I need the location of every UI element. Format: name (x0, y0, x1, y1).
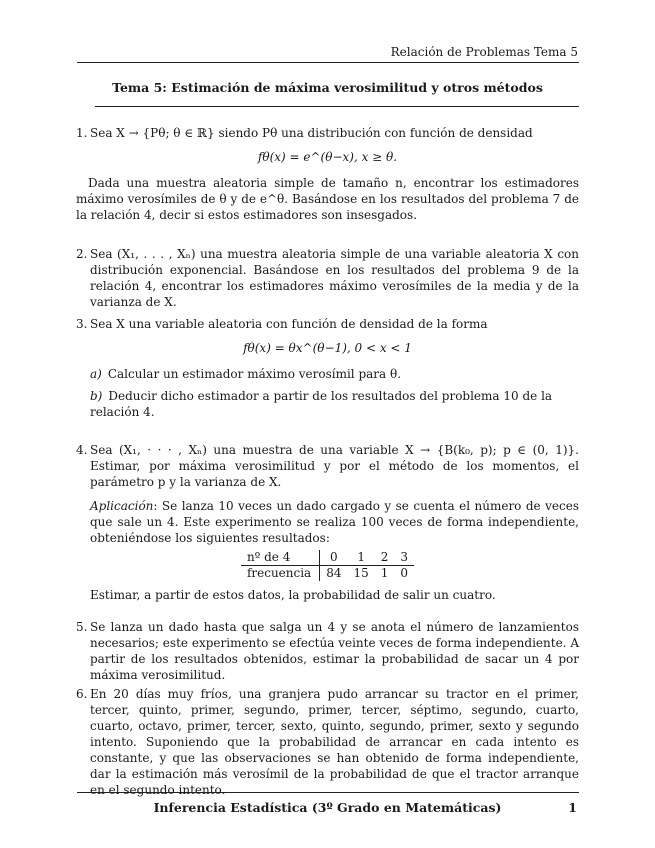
problem-equation: fθ(x) = e^(θ−x), x ≥ θ. (257, 150, 398, 164)
table-cell: 1 (348, 550, 375, 566)
table-cell: 0 (320, 550, 348, 566)
table-row (241, 566, 414, 582)
problem-text: Sea (X₁, · · · , Xₙ) una muestra de una variable X → {B(k₀, p); p ∈ (0, 1)}. Estimar, por máxima verosimilitud y por el método de los momentos, el parámetro p y la varianza de X. (90, 443, 579, 489)
problem-number: 4. (76, 443, 88, 457)
application-text: : Se lanza 10 veces un dado cargado y se cuenta el número de veces que sale un 4. Este experimento se realiza 100 veces de forma independiente, obteniéndose los siguientes resultados: (90, 499, 579, 545)
problem-number: 6. (76, 687, 88, 701)
problem-text: Sea X una variable aleatoria con función de densidad de la forma (90, 317, 488, 331)
problem-3 (76, 316, 579, 420)
header-rule (77, 62, 579, 63)
frequency-table (241, 550, 414, 581)
subitem-label: a) (90, 367, 102, 381)
problem-equation: fθ(x) = θx^(θ−1), 0 < x < 1 (243, 341, 412, 355)
application-label: Aplicación (90, 499, 154, 513)
subitem-b (90, 388, 579, 420)
table-row-label: frecuencia (241, 566, 320, 582)
page-title: Tema 5: Estimación de máxima verosimilitud y otros métodos (112, 80, 543, 95)
problem-text: En 20 días muy fríos, una granjera pudo arrancar su tractor en el primer, tercer, quinto, primer, segundo, primer, tercer, séptimo, segundo, cuarto, cuarto, octavo, primer, tercer, sexto, quinto, segundo, primer, sexto y segundo intento. Suponiendo que la probabilidad de arrancar en cada intento es constante, y que las observaciones se han obtenido de forma independiente, dar la estimación más verosímil de la probabilidad de que el tractor arranque en el segundo intento. (90, 687, 579, 797)
problem-number: 5. (76, 620, 88, 634)
table-cell: 3 (394, 550, 414, 566)
problem-4 (76, 442, 579, 603)
problem-number: 3. (76, 317, 88, 331)
table-cell: 0 (400, 566, 409, 580)
table-cell: 1 (380, 566, 389, 580)
table-cell: 15 (353, 566, 369, 580)
page-number: 1 (568, 800, 577, 815)
table-row (241, 550, 414, 566)
subitem-a (90, 366, 579, 382)
table-row-label: nº de 4 (241, 550, 320, 566)
problem-number: 2. (76, 247, 88, 261)
running-title: Relación de Problemas Tema 5 (390, 45, 578, 59)
problem-6 (76, 686, 579, 798)
problem-closing: Estimar, a partir de estos datos, la probabilidad de salir un cuatro. (90, 588, 496, 602)
table-cell: 84 (326, 566, 342, 580)
problem-5 (76, 619, 579, 683)
title-rule (95, 106, 579, 107)
footer-rule (77, 792, 579, 793)
problem-1 (76, 125, 579, 223)
application-paragraph (90, 498, 579, 546)
subitem-text: Deducir dicho estimador a partir de los resultados del problema 10 de la relación 4. (90, 389, 553, 419)
subitem-text: Calcular un estimador máximo verosímil para θ. (107, 367, 402, 381)
problem-text: Se lanza un dado hasta que salga un 4 y se anota el número de lanzamientos necesarios; este experimento se efectúa veinte veces de forma independiente. A partir de los resultados obtenidos, estimar la probabilidad de sacar un 4 por máxima verosimilitud. (90, 620, 579, 682)
problem-text: Sea X → {Pθ; θ ∈ ℝ} siendo Pθ una distribución con función de densidad (90, 126, 533, 140)
problem-number: 1. (76, 126, 88, 140)
table-cell: 2 (375, 550, 395, 566)
problem-text: Sea (X₁, . . . , Xₙ) una muestra aleatoria simple de una variable aleatoria X con distribución exponencial. Basándose en los resultados del problema 9 de la relación 4, encontrar los estimadores máximo verosímiles de la media y de la varianza de X. (90, 247, 579, 309)
problem-paragraph: Dada una muestra aleatoria simple de tamaño n, encontrar los estimadores máximo verosímiles de θ y de e^θ. Basándose en los resultados del problema 7 de la relación 4, decir si estos estimadores son insesgados. (76, 176, 579, 222)
problem-2 (76, 246, 579, 310)
subitem-label: b) (90, 389, 103, 403)
footer-course: Inferencia Estadística (3º Grado en Matemáticas) (153, 800, 502, 815)
